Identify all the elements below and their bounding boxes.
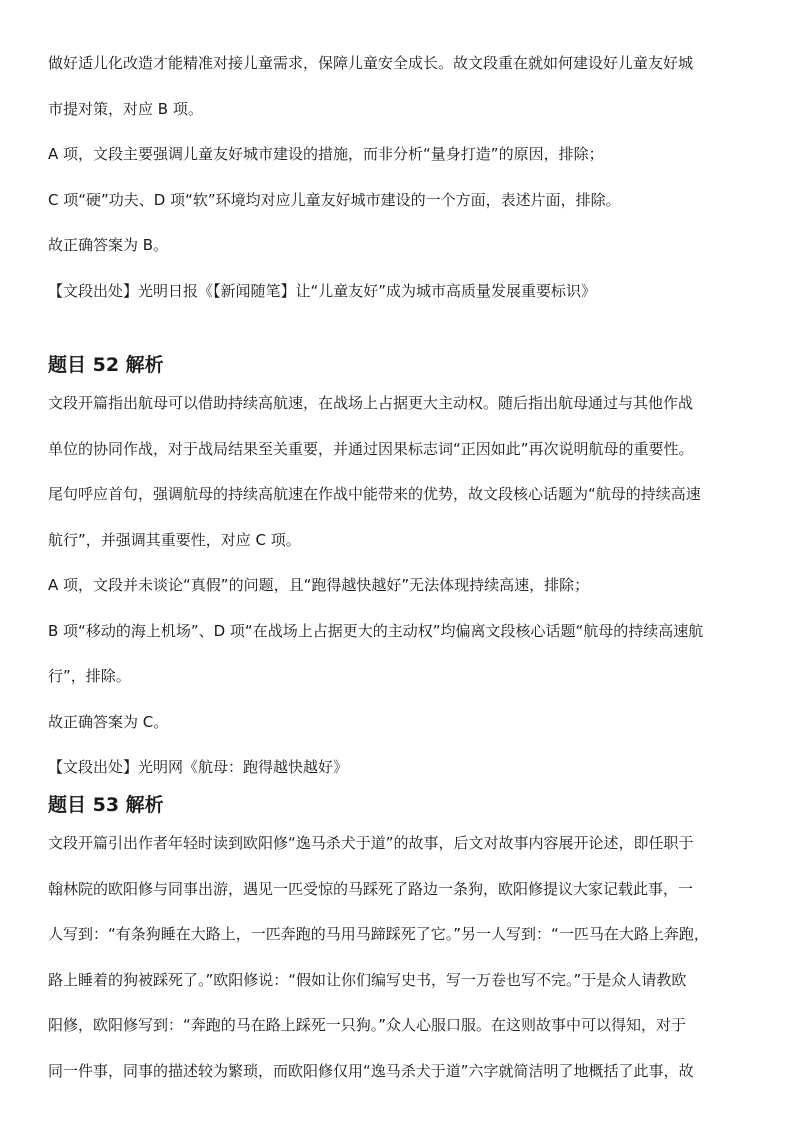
paragraph-line: 市提对策，对应 B 项。: [48, 99, 203, 118]
paragraph-line: 航行”，并强调其重要性，对应 C 项。: [48, 530, 301, 549]
correct-answer: 故正确答案为 C。: [48, 712, 169, 731]
question-52-analysis: [48, 352, 756, 802]
paragraph-line: 尾句呼应首句，强调航母的持续高航速在作战中能带来的优势，故文段核心话题为“航母的持续高速: [48, 485, 701, 503]
paragraph-line: 单位的协同作战，对于战局结果至关重要，并通过因果标志词“正因如此”再次说明航母的重要性。: [48, 439, 694, 458]
option-a-analysis: A 项，文段主要强调儿童友好城市建设的措施，而非分析“量身打造”的原因，排除；: [48, 145, 604, 163]
question-53-analysis: [48, 792, 756, 1105]
paragraph-line: 翰林院的欧阳修与同事出游，遇见一匹受惊的马踩死了路边一条狗，欧阳修提议大家记载此事，一: [48, 879, 694, 898]
paragraph-line: 路上睡着的狗被踩死了。”欧阳修说：“假如让你们编写史书，写一万卷也写不完。”于是众人请教欧: [48, 970, 687, 989]
document-page: [48, 52, 756, 1080]
paragraph-line: 人写到：“有条狗睡在大路上，一匹奔跑的马用马蹄踩死了它。”另一人写到：“一匹马在大路上奔跑，: [48, 925, 709, 943]
paragraph-line: 行”，排除。: [48, 667, 131, 685]
paragraph-line: 做好适儿化改造才能精准对接儿童需求，保障儿童安全成长。故文段重在就如何建设好儿童友好城: [48, 54, 694, 72]
option-a-analysis: A 项，文段并未谈论“真假”的问题，且“跑得越快越好”无法体现持续高速，排除；: [48, 576, 590, 594]
option-cd-analysis: C 项“硬”功夫、D 项“软”环境均对应儿童友好城市建设的一个方面，表述片面，排除。: [48, 190, 621, 209]
question-53-title: 题目 53 解析: [48, 794, 164, 816]
paragraph-line: 文段开篇指出航母可以借助持续高航速，在战场上占据更大主动权。随后指出航母通过与其他作战: [48, 394, 694, 412]
option-bd-analysis: B 项“移动的海上机场”、D 项“在战场上占据更大的主动权”均偏离文段核心话题“航母的持续高速航: [48, 621, 704, 640]
source-citation: 【文段出处】光明网《航母：跑得越快越好》: [48, 758, 349, 776]
correct-answer: 故正确答案为 B。: [48, 236, 169, 254]
paragraph-line: 文段开篇引出作者年轻时读到欧阳修“逸马杀犬于道”的故事，后文对故事内容展开论述，即任职于: [48, 834, 694, 852]
question-52-title: 题目 52 解析: [48, 354, 164, 376]
question-53-body: [48, 832, 756, 1082]
paragraph-line: 阳修，欧阳修写到：“奔跑的马在路上踩死一只狗。”众人心服口服。在这则故事中可以得知，对于: [48, 1016, 687, 1034]
source-citation: 【文段出处】光明日报《【新闻随笔】让“儿童友好”成为城市高质量发展重要标识》: [48, 281, 597, 300]
previous-answer-continuation: [48, 52, 756, 302]
paragraph-line: 同一件事，同事的描述较为繁琐，而欧阳修仅用“逸马杀犬于道”六字就简洁明了地概括了此事，故: [48, 1061, 694, 1080]
question-52-body: [48, 392, 756, 778]
